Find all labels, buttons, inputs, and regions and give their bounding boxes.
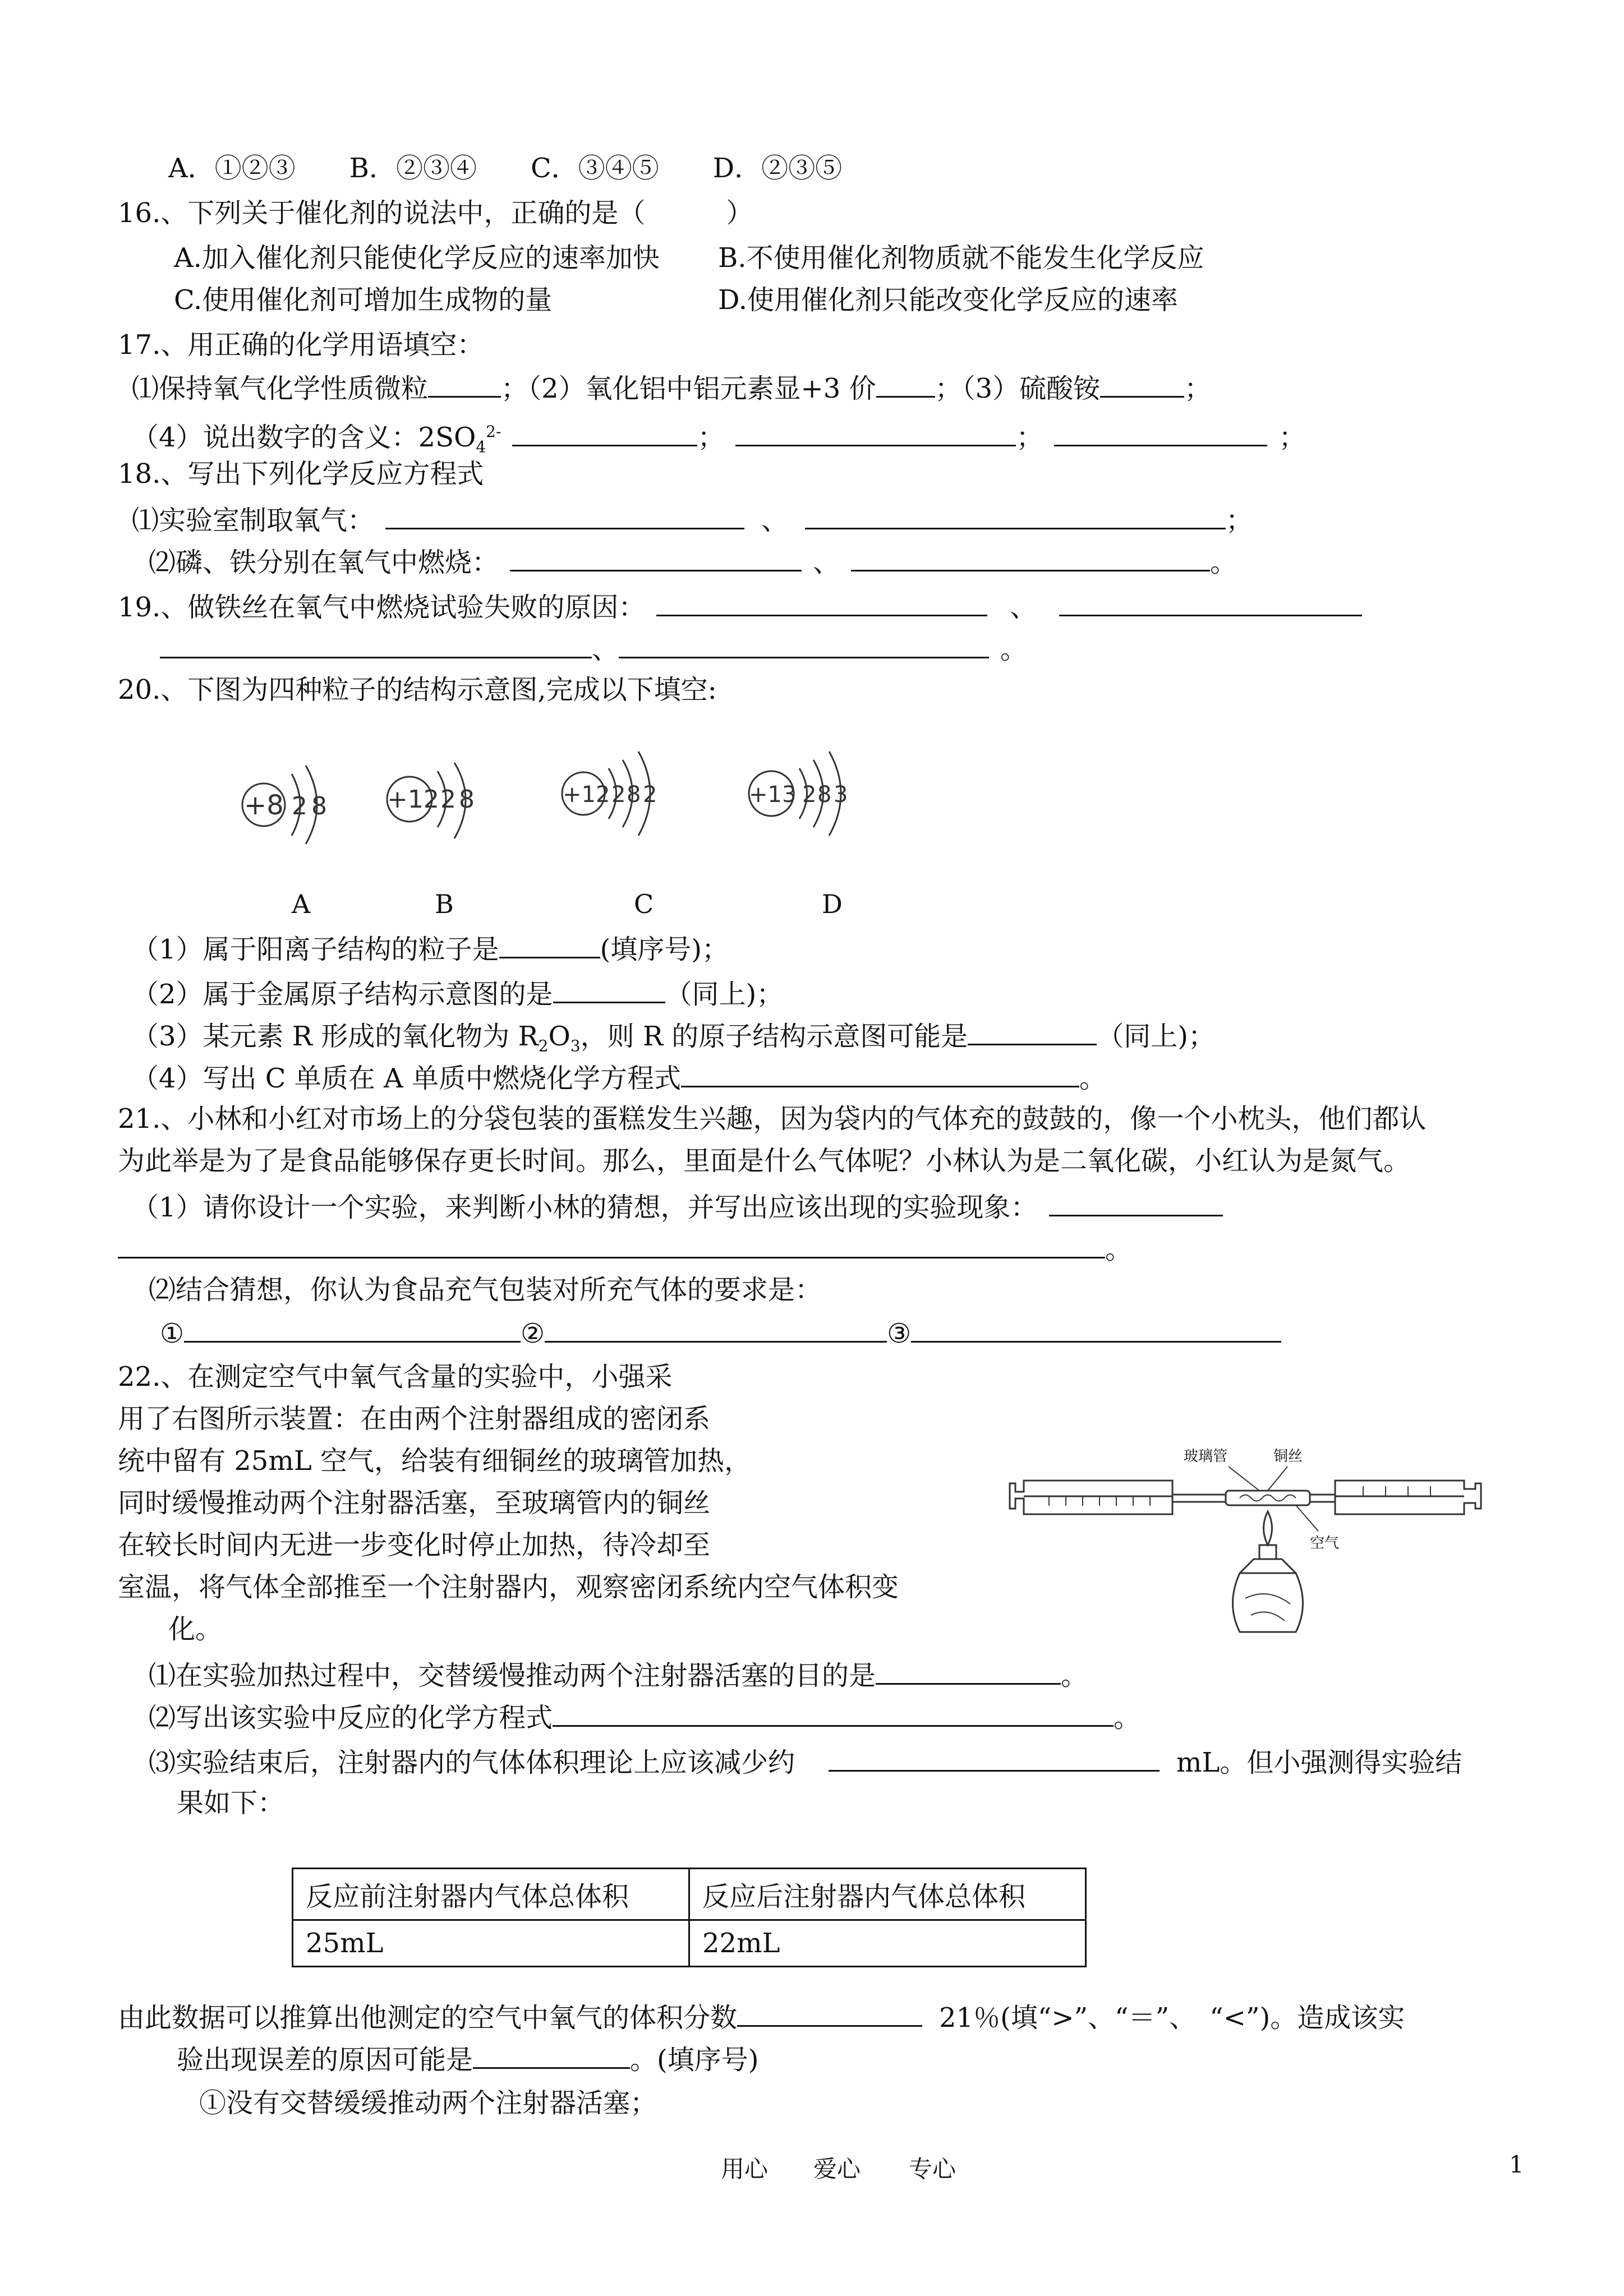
- footer-text-1: 用心: [721, 2155, 769, 2183]
- q17-line2: （4）说出数字的含义：$2SO_4^{2-}$ ； ； ；: [132, 415, 1305, 464]
- q20-sub4: （4）写出 C 单质在 A 单质中燃烧化学方程式 。: [132, 1060, 1106, 1095]
- table-row: [293, 1920, 1086, 1967]
- q22-line5: 在较长时间内无进一步变化时停止加热，待冷却至: [118, 1529, 711, 1561]
- q18-blank4[interactable]: [851, 544, 1210, 571]
- q21-line1: 21.、小林和小红对市场上的分袋包装的蛋糕发生兴趣，因为袋内的气体充的鼓鼓的，像一个小枕头，他们都认: [118, 1103, 1427, 1135]
- atom-d-shell2: 8: [817, 782, 832, 808]
- q22-conclusion1: 由此数据可以推算出他测定的空气中氧气的体积分数 21％(填“>”、“＝”、 “<”)。造成该实: [118, 1999, 1405, 2035]
- q21-blank4[interactable]: [545, 1315, 887, 1343]
- q17-blank6[interactable]: [1054, 419, 1267, 446]
- q22-line2: 用了右图所示装置：在由两个注射器组成的密闭系: [118, 1403, 711, 1435]
- q18-line2: ⑵磷、铁分别在氧气中燃烧： 、 。: [149, 544, 1237, 579]
- atom-diagram-b: [387, 763, 475, 838]
- atom-c-shell2: 8: [627, 782, 641, 808]
- atom-c-nucleus: +12: [563, 782, 610, 808]
- q21-blank2[interactable]: [118, 1231, 1105, 1258]
- q21-line2: 为此举是为了是食品能够保存更长时间。那么，里面是什么气体呢？小林认为是二氧化碳，小红认为是氮气。: [118, 1145, 1411, 1177]
- q17-line1: ⑴保持氧气化学性质微粒 ；（2）氧化铝中铝元素显+3 价 ；（3）硫酸铵 ；: [132, 370, 1211, 405]
- atom-a-nucleus: +8: [244, 790, 284, 821]
- q18-part1: ⑴实验室制取氧气：: [132, 505, 375, 536]
- label-air: 空气: [1310, 1535, 1340, 1552]
- q22-blank5[interactable]: [473, 2041, 630, 2069]
- q20-blank2[interactable]: [553, 976, 665, 1003]
- q22-sub1: ⑴在实验加热过程中，交替缓慢推动两个注射器活塞的目的是 。: [149, 1657, 1088, 1693]
- q17-blank5[interactable]: [735, 419, 1016, 446]
- atom-b-shell2: 8: [459, 785, 475, 814]
- label-glass-tube: 玻璃管: [1184, 1448, 1228, 1465]
- q21-choices: ① ② ③: [160, 1315, 1281, 1350]
- q22-line6: 室温，将气体全部推至一个注射器内，观察密闭系统内空气体积变: [118, 1571, 899, 1603]
- page-number: 1: [1509, 2151, 1524, 2178]
- q19-line2: 、 。: [160, 631, 1027, 666]
- q18-blank1[interactable]: [385, 502, 744, 529]
- q19-stem: 19.、做铁丝在氧气中燃烧试验失败的原因：: [118, 592, 646, 623]
- q22-line1: 22.、在测定空气中氧气含量的实验中，小强采: [118, 1361, 673, 1393]
- q22-line7: 化。: [168, 1613, 223, 1645]
- q20-sub2: （2）属于金属原子结构示意图的是 （同上)；: [132, 976, 783, 1011]
- q21-blank5[interactable]: [911, 1315, 1281, 1343]
- q17-part1: ⑴保持氧气化学性质微粒: [132, 373, 429, 404]
- q22-blank4[interactable]: [737, 1999, 922, 2027]
- q17-blank4[interactable]: [512, 419, 697, 446]
- q22-blank1[interactable]: [876, 1657, 1061, 1685]
- table-header-before: 反应前注射器内气体总体积: [293, 1869, 689, 1920]
- q20-blank1[interactable]: [499, 931, 600, 958]
- atom-label-c: C: [634, 889, 654, 919]
- result-table: [292, 1868, 1087, 1967]
- q22-blank3[interactable]: [829, 1744, 1160, 1772]
- q22-sub3-cont: 果如下：: [177, 1787, 285, 1819]
- q21-sub1-cont: 。: [118, 1231, 1132, 1266]
- q17-part3: ；（3）硫酸铵: [935, 373, 1101, 404]
- table-row: [293, 1869, 1086, 1920]
- q22-line3: 统中留有 25mL 空气，给装有细铜丝的玻璃管加热，: [118, 1445, 751, 1477]
- table-value-after: 22mL: [689, 1920, 1086, 1967]
- atom-c-shell1: 2: [611, 782, 626, 808]
- q16-option-c: C.使用催化剂可增加生成物的量: [174, 284, 553, 316]
- q18-blank3[interactable]: [510, 544, 802, 571]
- q18-blank2[interactable]: [805, 502, 1226, 529]
- table-header-after: 反应后注射器内气体总体积: [689, 1869, 1086, 1920]
- q20-stem: 20.、下图为四种粒子的结构示意图,完成以下填空:: [118, 674, 717, 706]
- atom-diagram-a: [242, 766, 327, 844]
- q18-part2: ⑵磷、铁分别在氧气中燃烧：: [149, 547, 499, 578]
- q22-sub2: ⑵写出该实验中反应的化学方程式 。: [149, 1699, 1140, 1735]
- q20-sub1: （1）属于阳离子结构的粒子是 (填序号)；: [132, 931, 729, 966]
- atom-label-d: D: [822, 889, 843, 919]
- q16-option-b: B.不使用催化剂物质就不能发生化学反应: [718, 242, 1204, 274]
- atom-structure-diagrams: [224, 735, 898, 914]
- atom-a-shell2: 8: [311, 792, 327, 820]
- atom-d-shell3: 3: [834, 782, 848, 808]
- q22-reason1: ①没有交替缓缓推动两个注射器活塞；: [199, 2087, 657, 2119]
- label-copper-wire: 铜丝: [1273, 1448, 1303, 1465]
- q22-blank2[interactable]: [553, 1699, 1114, 1727]
- q21-sub1: （1）请你设计一个实验，来判断小林的猜想，并写出应该出现的实验现象：: [132, 1189, 1223, 1224]
- atom-c-shell3: 2: [643, 782, 657, 808]
- q21-sub2: ⑵结合猜想，你认为食品充气包装对所充气体的要求是：: [149, 1274, 822, 1306]
- q19-blank1[interactable]: [656, 589, 987, 616]
- syringe-apparatus-diagram: [1004, 1436, 1487, 1643]
- q19-blank4[interactable]: [619, 631, 989, 658]
- q19-line1: 19.、做铁丝在氧气中燃烧试验失败的原因： 、: [118, 589, 1362, 624]
- atom-diagram-c: [562, 751, 657, 836]
- q22-line4: 同时缓慢推动两个注射器活塞，至玻璃管内的铜丝: [118, 1487, 711, 1519]
- q19-blank2[interactable]: [1059, 589, 1362, 616]
- q21-blank1[interactable]: [1049, 1189, 1223, 1216]
- q22-sub3: ⑶实验结束后，注射器内的气体体积理论上应该减少约 mL。但小强测得实验结: [149, 1744, 1462, 1779]
- q22-conclusion2: 验出现误差的原因可能是 。(填序号): [177, 2041, 758, 2077]
- q20-blank3[interactable]: [968, 1018, 1097, 1045]
- q17-blank3[interactable]: [1100, 370, 1184, 398]
- q18-line1: ⑴实验室制取氧气： 、 ；: [132, 502, 1253, 537]
- table-value-before: 25mL: [293, 1920, 689, 1967]
- q20-sub3: （3）某元素 R 形成的氧化物为 $R_2O_3$，则 R 的原子结构示意图可能是 （同上)；: [132, 1018, 1215, 1063]
- q21-blank3[interactable]: [184, 1315, 521, 1343]
- q16-option-d: D.使用催化剂只能改变化学反应的速率: [718, 284, 1179, 316]
- atom-d-nucleus: +13: [749, 782, 797, 808]
- q17-stem: 17.、用正确的化学用语填空：: [118, 329, 484, 361]
- atom-b-shell1: 2: [440, 785, 456, 814]
- q19-blank3[interactable]: [160, 631, 592, 658]
- atom-d-shell1: 2: [802, 782, 817, 808]
- q18-stem: 18.、写出下列化学反应方程式: [118, 458, 484, 490]
- q17-part4: （4）说出数字的含义：2SO: [132, 422, 476, 453]
- q16-option-a: A.加入催化剂只能使化学反应的速率加快: [174, 242, 660, 274]
- q17-blank2[interactable]: [876, 370, 935, 398]
- footer-text-2: 爱心: [813, 2155, 861, 2183]
- atom-label-b: B: [435, 889, 454, 919]
- q17-part2: ；（2）氧化铝中铝元素显+3 价: [501, 373, 876, 404]
- footer-text-3: 专心: [909, 2155, 956, 2183]
- q15-options: A．①②③ B．②③④ C．③④⑤ D．②③⑤: [168, 153, 843, 184]
- q16-stem: 16.、下列关于催化剂的说法中，正确的是（ ）: [118, 197, 753, 229]
- atom-b-nucleus: +12: [387, 785, 439, 814]
- atom-diagram-d: [749, 751, 848, 836]
- q17-blank1[interactable]: [428, 370, 501, 398]
- q20-blank4[interactable]: [681, 1060, 1079, 1087]
- atom-a-shell1: 2: [292, 792, 307, 820]
- atom-label-a: A: [292, 889, 311, 919]
